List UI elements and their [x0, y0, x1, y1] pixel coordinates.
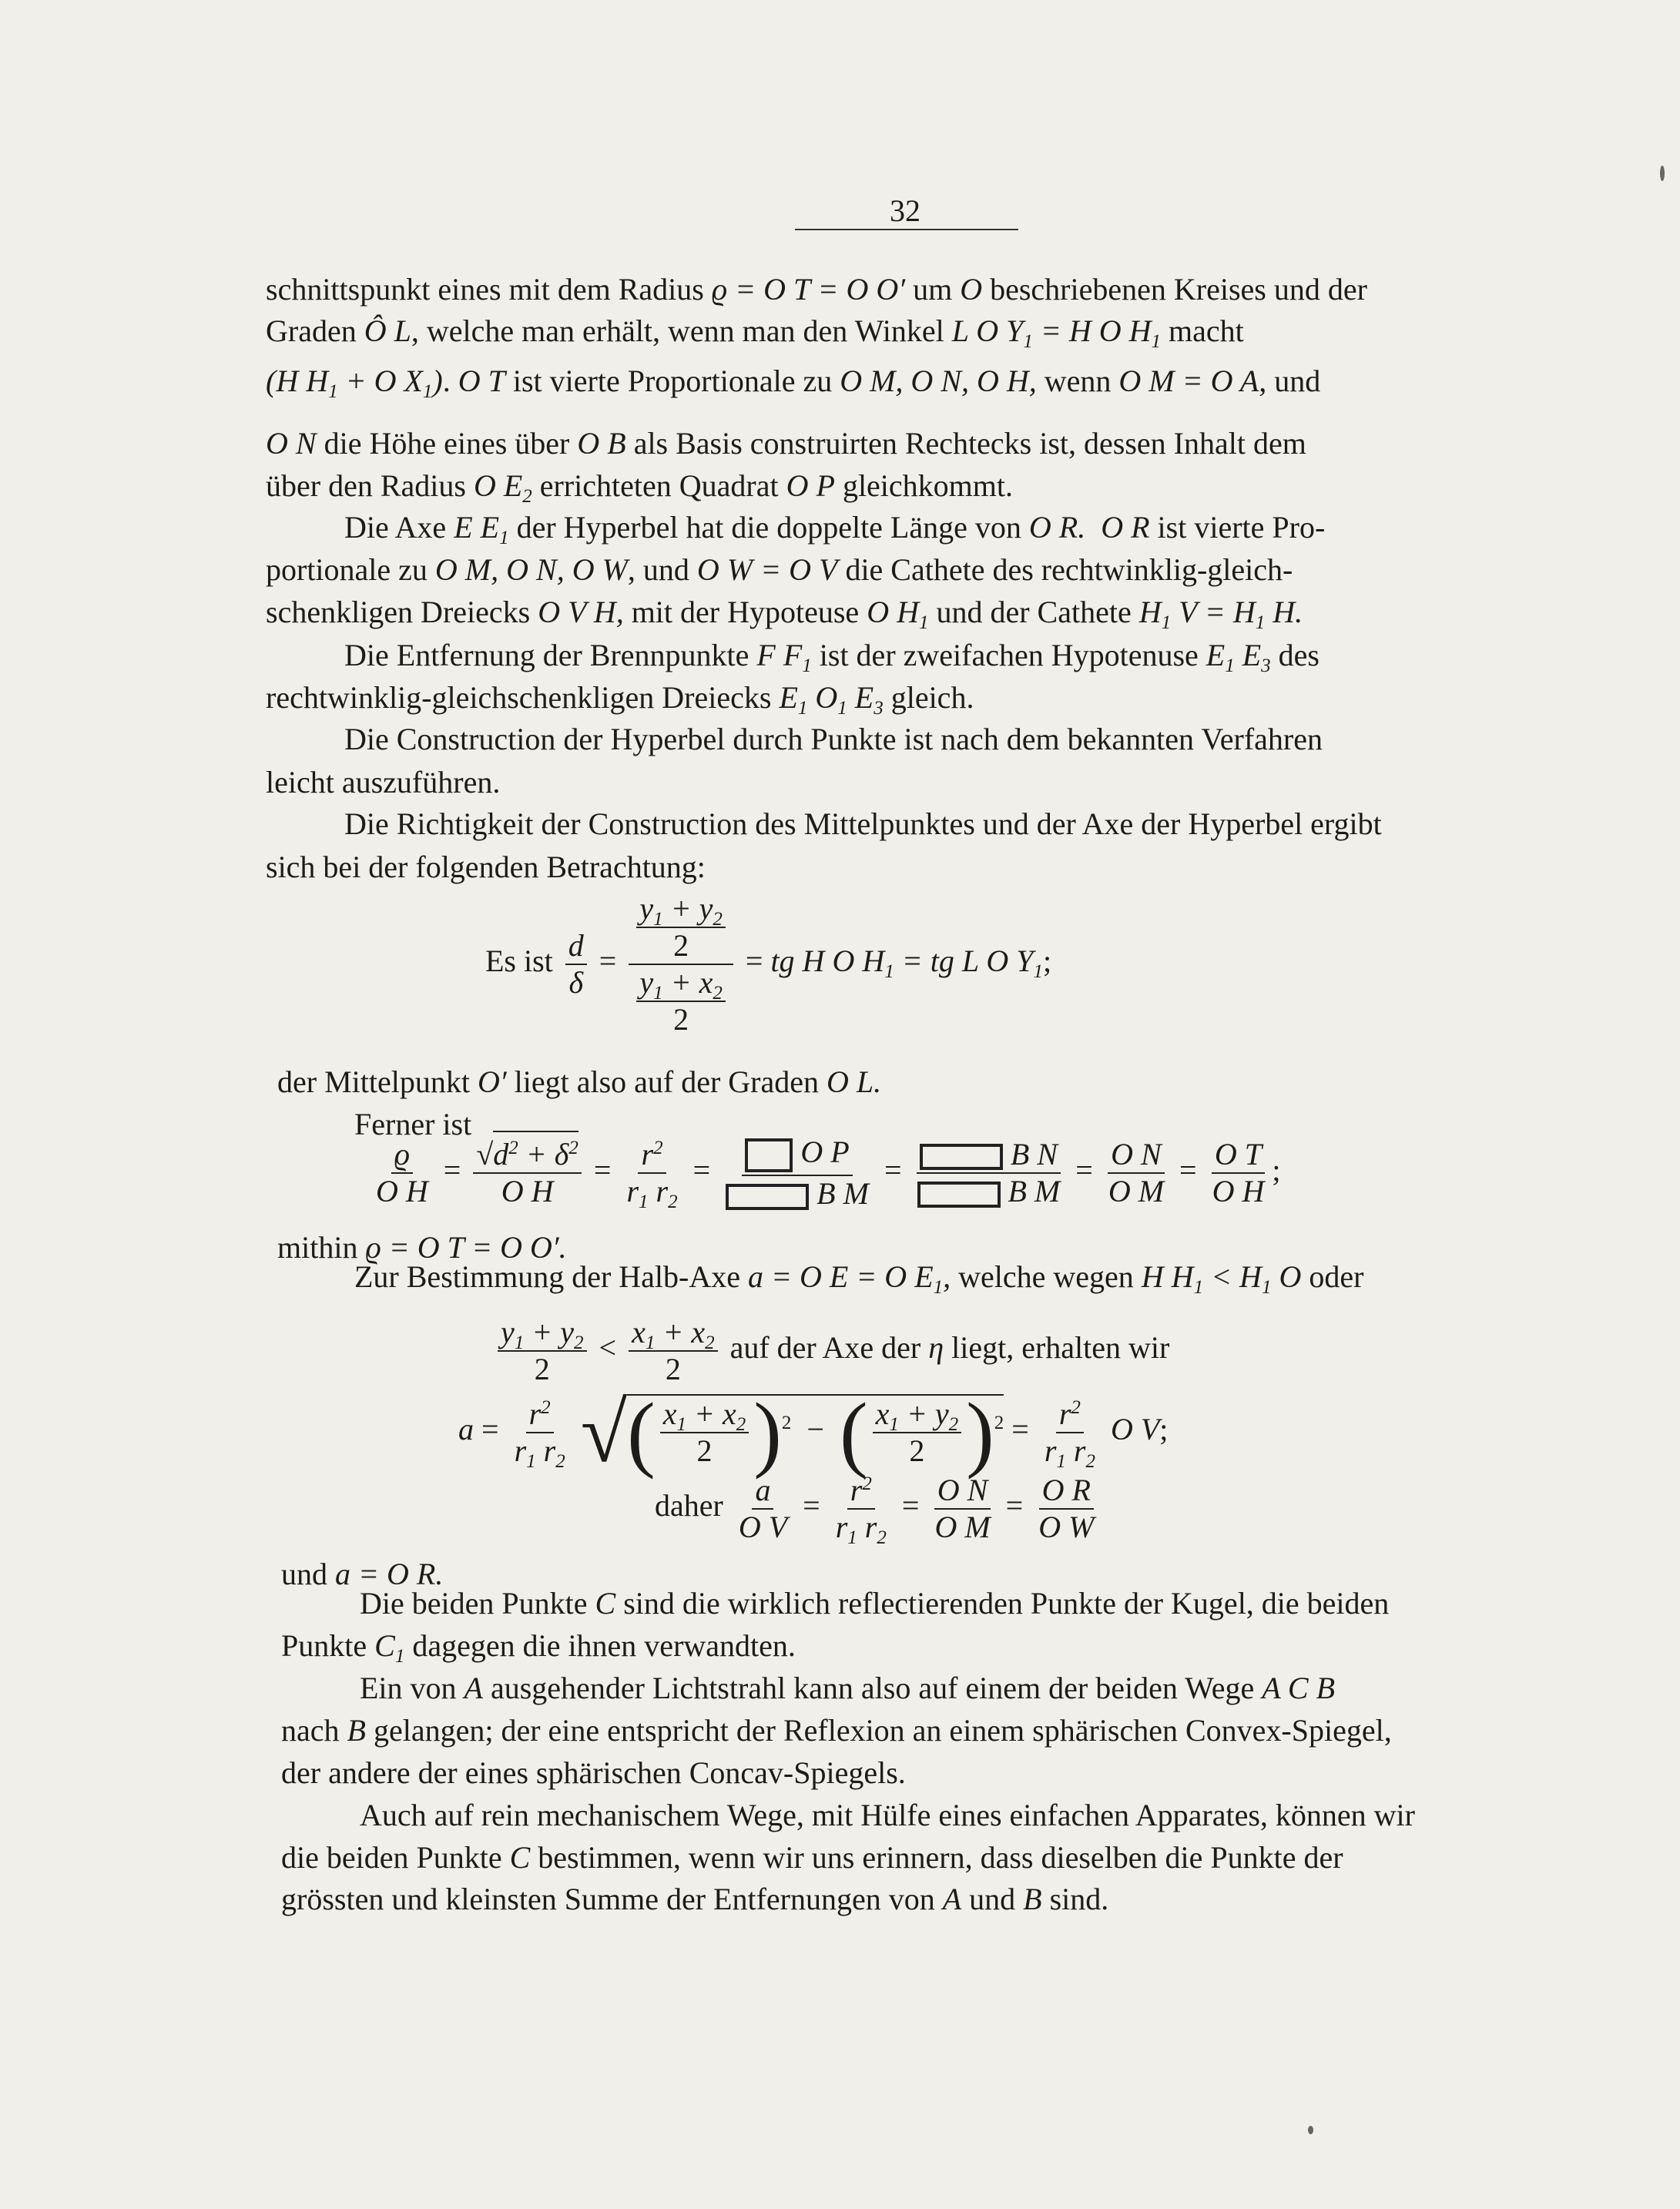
text-line: Punkte $C_1$ dagegen die ihnen verwandten. [281, 1628, 796, 1667]
text-line: Die Axe E $E_1$ der Hyperbel hat die doppelte Länge von O R. O R ist vierte Pro- [344, 510, 1326, 548]
equation-half-axis: a = $\frac{r^2}{r_1 r_2}$ √( $\frac{x_1 + x_2}{2}$ )$^2$ − ( $\frac{x_1 + y_2}{2}$ )$^2$ = $\frac{r^2}{r_1 r_2}$ O V; [458, 1386, 1169, 1480]
text-line: $\frac{y_1 + y_2}{2}$ < $\frac{x_1 + x_2}{2}$ auf der Axe der η liegt, erhalten wir [493, 1317, 1169, 1385]
header-rule [795, 229, 1018, 230]
text-line: nach B gelangen; der eine entspricht der Reflexion an einem sphärischen Convex-Spiegel, [281, 1713, 1392, 1748]
text-line: die beiden Punkte C bestimmen, wenn wir uns erinnern, dass dieselben die Punkte der [281, 1840, 1343, 1875]
text-line: sich bei der folgenden Betrachtung: [266, 850, 706, 884]
text-line: (H $H_1 + O$ $X_1$). O T ist vierte Proportionale zu O M, O N, O H, wenn O M = O A, und [266, 364, 1321, 402]
text-line: Graden Ô L, welche man erhält, wenn man den Winkel L O $Y_1 = H$ O $H_1$ macht [266, 313, 1244, 352]
text-line: und a = O R. [281, 1557, 444, 1591]
equation-ratio-chain: $\frac{ϱ}{\text{O H}}$ = $\frac{√d^2 + \delta^2}{\text{O H}}$ = $\frac{r^2}{r_1 r_2}$ = $\frac{\text{O P}}{\text{B M}}$ = $\frac{\text{B N}}{\text{B M}}$ = $\frac{\text{O N}}{\text{O M}}$ = $\frac{\text{O T}}{\text{O H}}$ ; [368, 1137, 1281, 1210]
equation-daher: daher $\frac{a}{\text{O V}}$ = $\frac{r^2}{r_1 r_2}$ = $\frac{\text{O N}}{\text{O M}}$ = $\frac{\text{O R}}{\text{O W}}$ [655, 1473, 1095, 1548]
text-line: rechtwinklig-gleichschenkligen Dreiecks $E_1$ $O_1$ $E_3$ gleich. [266, 680, 974, 719]
text-line: grössten und kleinsten Summe der Entfernungen von A und B sind. [281, 1882, 1109, 1916]
text-line: schenkligen Dreiecks O V H, mit der Hypoteuse O $H_1$ und der Cathete $H_1$ $V = H_1$ H. [266, 595, 1303, 633]
text-line: Zur Bestimmung der Halb-Axe a = O E = O $E_1$, welche wegen H $H_1 < H_1$ O oder [354, 1259, 1364, 1298]
text-line: O N die Höhe eines über O B als Basis construirten Rechtecks ist, dessen Inhalt dem [266, 426, 1306, 461]
text-line: Ein von A ausgehender Lichtstrahl kann also auf einem der beiden Wege A C B [360, 1671, 1336, 1705]
text-line: Ferner ist [354, 1107, 472, 1141]
text-line: portionale zu O M, O N, O W, und O W = O V die Cathete des rechtwinklig-gleich- [266, 552, 1293, 587]
page-number: 32 [890, 193, 920, 228]
text-line: der Mittelpunkt O′ liegt also auf der Graden O L. [277, 1064, 882, 1099]
text-line: Die beiden Punkte C sind die wirklich reflectierenden Punkte der Kugel, die beiden [360, 1586, 1390, 1621]
scan-speck [1660, 166, 1665, 181]
text-line: über den Radius O $E_2$ errichteten Quadrat O P gleichkommt. [266, 468, 1014, 507]
text-line: Die Richtigkeit der Construction des Mittelpunktes und der Axe der Hyperbel ergibt [344, 806, 1382, 841]
text-line: leicht auszuführen. [266, 765, 501, 799]
text-line: schnittspunkt eines mit dem Radius ϱ = O T = O O′ um O beschriebenen Kreises und der [266, 272, 1367, 307]
text-line: Die Entfernung der Brennpunkte F $F_1$ ist der zweifachen Hypotenuse $E_1$ $E_3$ des [344, 638, 1320, 676]
text-line: der andere der eines sphärischen Concav-Spiegels. [281, 1755, 906, 1790]
equation-mittelpunkt: Es ist $\frac{d}{\delta}$ = $\frac{\frac{y_1 + y_2}{2}}{\frac{y_1 + x_2}{2}}$ = tg H O $H_1$ = tg L O $Y_1$; [485, 891, 1052, 1037]
scan-speck [1308, 2126, 1313, 2134]
text-line: Die Construction der Hyperbel durch Punkte ist nach dem bekannten Verfahren [344, 722, 1323, 756]
text-line: mithin ϱ = O T = O O′. [277, 1230, 567, 1265]
text-line: Auch auf rein mechanischem Wege, mit Hülfe eines einfachen Apparates, können wir [360, 1798, 1415, 1832]
